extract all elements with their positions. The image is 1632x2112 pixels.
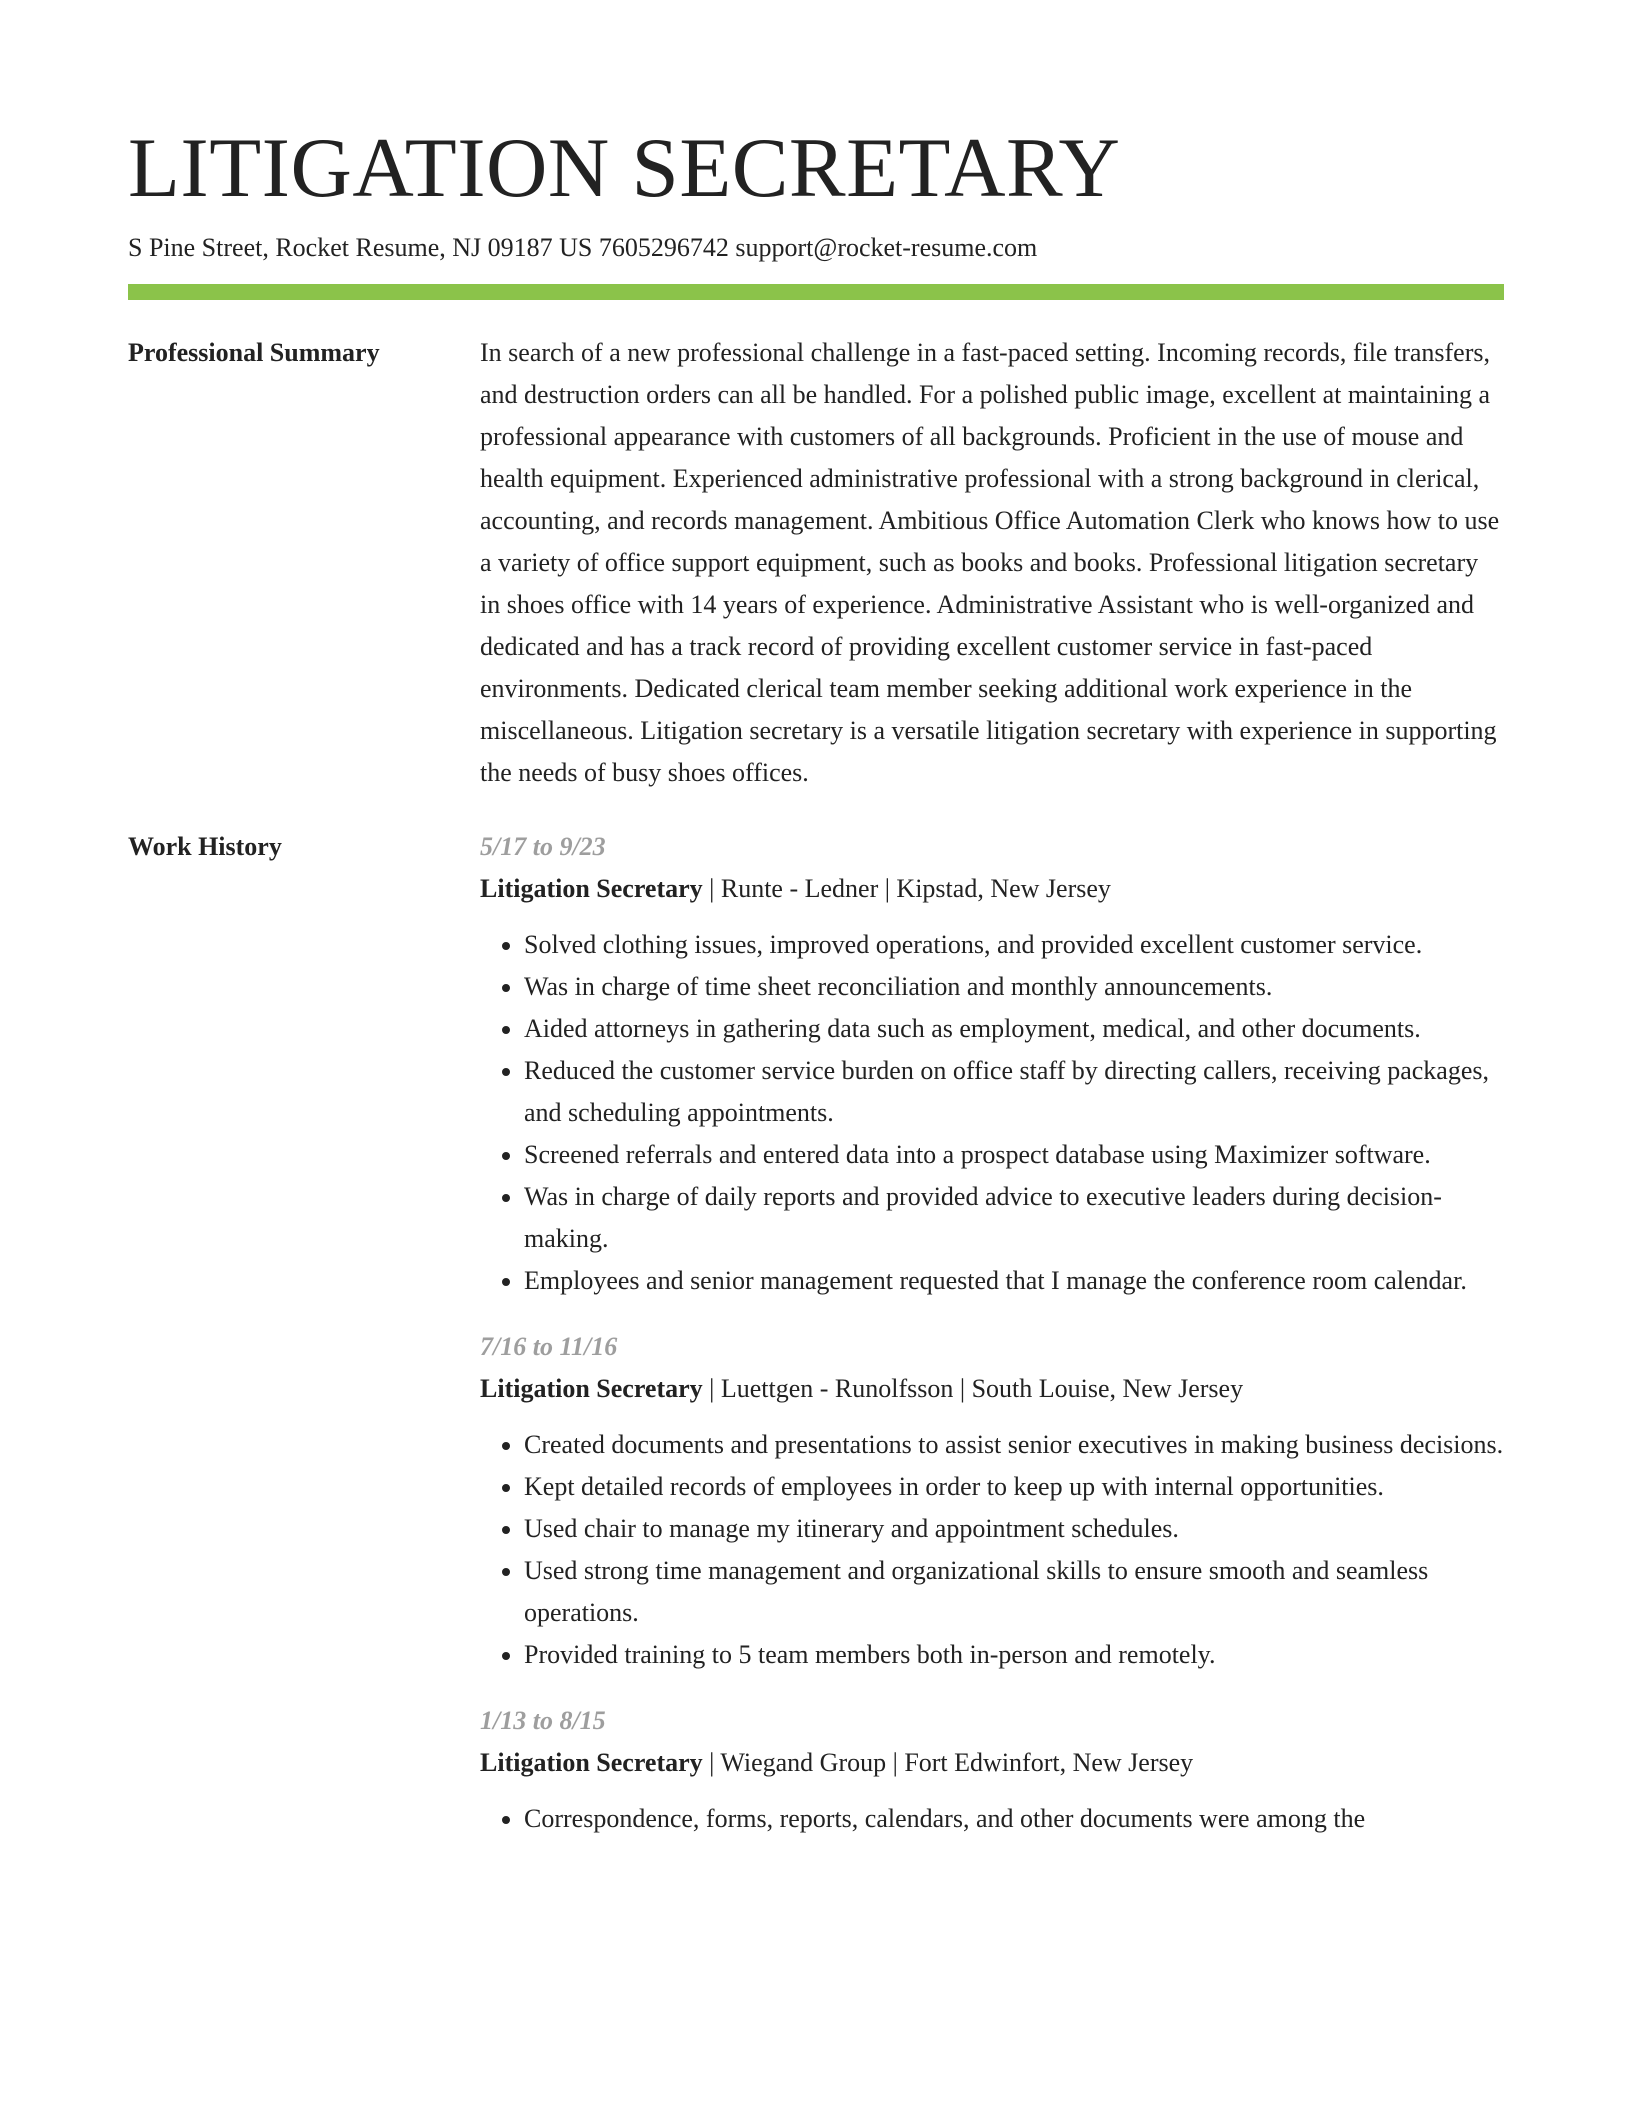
professional-summary-section [128,332,1504,794]
job-dates: 1/13 to 8/15 [480,1706,606,1735]
job-dates: 5/17 to 9/23 [480,832,606,861]
resume-name: LITIGATION SECRETARY [128,121,1121,215]
job-bullet: • Provided training to 5 team members both in-person and remotely. [524,1634,1504,1676]
job-bullet-list [480,1424,1504,1676]
work-history-body [480,826,1504,1864]
job-heading [480,868,1504,910]
job-employer-location: | Luettgen - Runolfsson | South Louise, New Jersey [702,1374,1244,1403]
job-bullet: • Reduced the customer service burden on office staff by directing callers, receiving packages, and scheduling appointments. [524,1050,1504,1134]
job-bullet: • Screened referrals and entered data into a prospect database using Maximizer software. [524,1134,1504,1176]
job-bullet-list [480,924,1504,1302]
job-employer-location: | Runte - Ledner | Kipstad, New Jersey [702,874,1111,903]
job-bullet: • Aided attorneys in gathering data such as employment, medical, and other documents. [524,1008,1504,1050]
job-bullet: • Used chair to manage my itinerary and appointment schedules. [524,1508,1504,1550]
section-title-summary: Professional Summary [128,338,380,367]
job-bullet: • Solved clothing issues, improved operations, and provided excellent customer service. [524,924,1504,966]
job-entry [480,826,1504,1302]
work-history-section [128,826,1504,1864]
job-dates: 7/16 to 11/16 [480,1332,618,1361]
job-title: Litigation Secretary [480,874,703,903]
summary-text: In search of a new professional challenge in a fast-paced setting. Incoming records, file transfers, and destruction orders can all be handled. For a polished public image, excellent at maintaining a professional appearance with customers of all backgrounds. Proficient in the use of mouse and health equipment. Experienced administrative professional with a strong background in clerical, accounting, and records management. Ambitious Office Automation Clerk who knows how to use a variety of office support equipment, such as books and books. Professional litigation secretary in shoes office with 14 years of experience. Administrative Assistant who is well-organized and dedicated and has a track record of providing excellent customer service in fast-paced environments. Dedicated clerical team member seeking additional work experience in the miscellaneous. Litigation secretary is a versatile litigation secretary with experience in supporting the needs of busy shoes offices. [480,338,1500,787]
job-bullet-list [480,1798,1504,1840]
resume-page [128,118,1504,1864]
job-bullet: • Used strong time management and organizational skills to ensure smooth and seamless operations. [524,1550,1504,1634]
job-bullet: • Correspondence, forms, reports, calendars, and other documents were among the [524,1798,1504,1840]
job-title: Litigation Secretary [480,1748,703,1777]
job-bullet: • Kept detailed records of employees in order to keep up with internal opportunities. [524,1466,1504,1508]
contact-line: S Pine Street, Rocket Resume, NJ 09187 US 7605296742 support@rocket-resume.com [128,233,1038,262]
job-bullet: • Was in charge of daily reports and provided advice to executive leaders during decision-making. [524,1176,1504,1260]
job-bullet: • Created documents and presentations to assist senior executives in making business decisions. [524,1424,1504,1466]
section-title-work-history: Work History [128,832,282,861]
job-heading [480,1742,1504,1784]
job-bullet: • Employees and senior management requested that I manage the conference room calendar. [524,1260,1504,1302]
summary-body [480,332,1504,794]
job-entry [480,1700,1504,1840]
job-heading [480,1368,1504,1410]
job-bullet: • Was in charge of time sheet reconciliation and monthly announcements. [524,966,1504,1008]
job-employer-location: | Wiegand Group | Fort Edwinfort, New Jersey [702,1748,1194,1777]
job-entry [480,1326,1504,1676]
job-title: Litigation Secretary [480,1374,703,1403]
header-divider [128,284,1504,300]
